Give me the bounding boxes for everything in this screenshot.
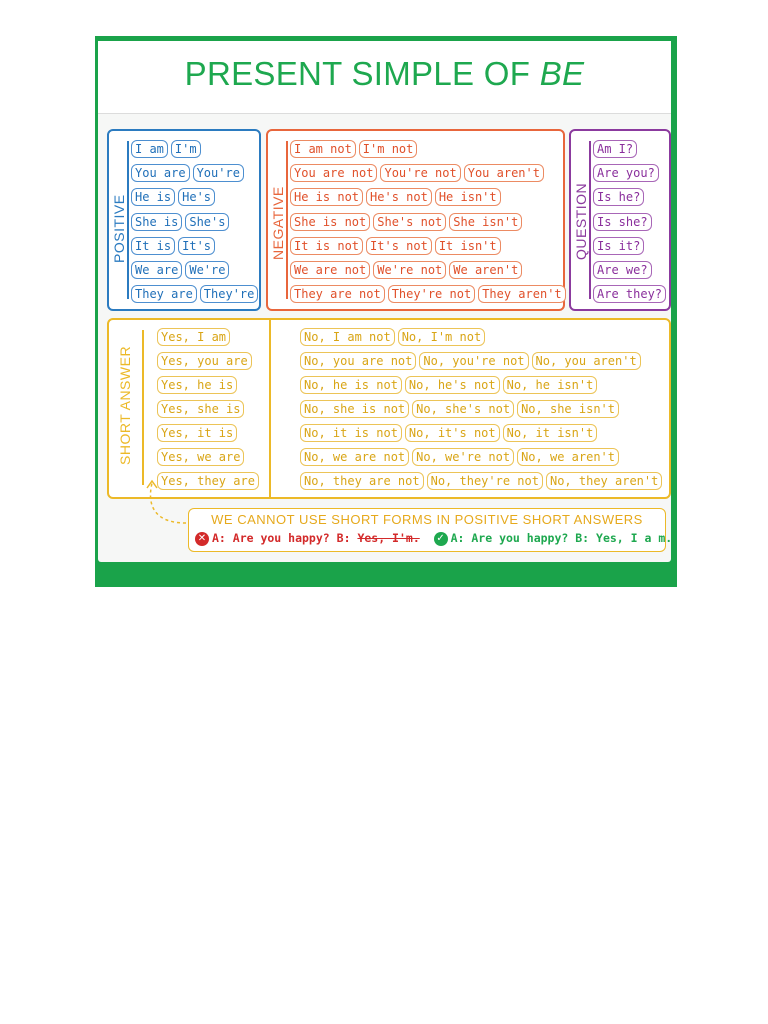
form-pill: He is xyxy=(131,188,175,206)
check-circle-icon: ✓ xyxy=(434,532,448,546)
form-pill: They are xyxy=(131,285,197,303)
positive-panel xyxy=(107,129,261,311)
form-pill: No, you are not xyxy=(300,352,416,370)
form-row xyxy=(300,352,641,370)
form-pill: We are xyxy=(131,261,182,279)
form-row xyxy=(131,261,229,279)
form-row xyxy=(157,352,252,370)
title-emphasis: BE xyxy=(539,55,585,92)
form-pill: No, you're not xyxy=(419,352,528,370)
form-pill: We aren't xyxy=(449,261,522,279)
form-pill: It is xyxy=(131,237,175,255)
form-pill: No, I'm not xyxy=(398,328,485,346)
form-pill: They're xyxy=(200,285,259,303)
right-question: A: Are you happy? xyxy=(450,531,569,545)
short-answer-label: SHORT ANSWER xyxy=(117,345,133,465)
form-pill: Yes, we are xyxy=(157,448,244,466)
form-pill: It isn't xyxy=(435,237,501,255)
question-label: QUESTION xyxy=(573,182,589,260)
positive-label: POSITIVE xyxy=(111,194,127,264)
form-row xyxy=(300,376,597,394)
form-pill: He's xyxy=(178,188,215,206)
question-divider xyxy=(589,141,591,299)
form-pill: No, they aren't xyxy=(546,472,662,490)
form-row xyxy=(290,285,566,303)
form-pill: Are they? xyxy=(593,285,666,303)
form-pill: I am xyxy=(131,140,168,158)
negative-label: NEGATIVE xyxy=(270,186,286,260)
form-pill: You are xyxy=(131,164,190,182)
form-pill: No, they are not xyxy=(300,472,424,490)
form-pill: She's not xyxy=(373,213,446,231)
form-pill: No, we are not xyxy=(300,448,409,466)
form-pill: No, she's not xyxy=(412,400,514,418)
form-row xyxy=(300,400,619,418)
form-row xyxy=(290,140,417,158)
form-pill: Are we? xyxy=(593,261,652,279)
curved-arrow-icon xyxy=(138,479,192,531)
form-row xyxy=(131,237,215,255)
question-panel xyxy=(569,129,671,311)
form-pill: No, she isn't xyxy=(517,400,619,418)
form-pill: Yes, she is xyxy=(157,400,244,418)
form-pill: No, it is not xyxy=(300,424,402,442)
form-row xyxy=(593,285,666,303)
form-pill: You are not xyxy=(290,164,377,182)
form-pill: You're xyxy=(193,164,244,182)
poster-body xyxy=(98,41,671,562)
form-row xyxy=(593,261,652,279)
form-pill: They are not xyxy=(290,285,385,303)
form-row xyxy=(131,140,201,158)
form-row xyxy=(300,328,485,346)
wrong-b-label: B: xyxy=(336,531,351,545)
form-row xyxy=(157,424,237,442)
form-pill: You're not xyxy=(380,164,460,182)
form-pill: Yes, they are xyxy=(157,472,259,490)
form-pill: It's not xyxy=(366,237,432,255)
form-pill: We're xyxy=(185,261,229,279)
form-pill: We're not xyxy=(373,261,446,279)
form-pill: No, he is not xyxy=(300,376,402,394)
form-pill: No, it isn't xyxy=(503,424,598,442)
form-pill: It is not xyxy=(290,237,363,255)
form-pill: It's xyxy=(178,237,215,255)
form-row xyxy=(300,448,619,466)
form-pill: They aren't xyxy=(478,285,565,303)
form-row xyxy=(131,188,215,206)
title-band xyxy=(98,41,671,114)
form-row xyxy=(131,285,258,303)
x-circle-icon: ✕ xyxy=(195,532,209,546)
short-answer-line xyxy=(142,330,144,485)
form-row xyxy=(131,164,244,182)
form-pill: She is not xyxy=(290,213,370,231)
form-pill: I'm xyxy=(171,140,201,158)
form-pill: I'm not xyxy=(359,140,418,158)
form-pill: No, she is not xyxy=(300,400,409,418)
positive-divider xyxy=(127,141,129,299)
short-answer-panel xyxy=(107,318,671,499)
form-row xyxy=(157,448,244,466)
form-pill: She's xyxy=(185,213,229,231)
note-heading: WE CANNOT USE SHORT FORMS IN POSITIVE SHORT ANSWERS xyxy=(211,512,643,527)
form-row xyxy=(593,140,637,158)
negative-divider xyxy=(286,141,288,299)
form-pill: Yes, he is xyxy=(157,376,237,394)
short-answer-divider xyxy=(269,320,271,497)
form-pill: They're not xyxy=(388,285,475,303)
poster-title xyxy=(98,55,671,93)
note-examples xyxy=(195,531,672,546)
form-row xyxy=(593,213,652,231)
form-row xyxy=(300,472,662,490)
form-pill: No, he's not xyxy=(405,376,500,394)
form-pill: She is xyxy=(131,213,182,231)
title-text: PRESENT SIMPLE OF xyxy=(184,55,531,92)
form-pill: He's not xyxy=(366,188,432,206)
form-pill: Yes, I am xyxy=(157,328,230,346)
form-pill: He is not xyxy=(290,188,363,206)
form-row xyxy=(593,237,644,255)
form-pill: No, I am not xyxy=(300,328,395,346)
form-pill: She isn't xyxy=(449,213,522,231)
form-pill: No, it's not xyxy=(405,424,500,442)
form-row xyxy=(157,400,244,418)
wrong-answer: Yes, I'm. xyxy=(357,531,420,545)
short-forms-note xyxy=(188,508,673,552)
form-pill: Are you? xyxy=(593,164,659,182)
form-row xyxy=(593,164,659,182)
form-pill: Yes, you are xyxy=(157,352,252,370)
form-row xyxy=(290,188,501,206)
form-row xyxy=(131,213,229,231)
form-pill: Is she? xyxy=(593,213,652,231)
wrong-question: A: Are you happy? xyxy=(212,531,330,545)
form-pill: I am not xyxy=(290,140,356,158)
form-pill: No, we aren't xyxy=(517,448,619,466)
form-pill: No, they're not xyxy=(427,472,543,490)
form-pill: Am I? xyxy=(593,140,637,158)
form-pill: No, you aren't xyxy=(532,352,641,370)
form-row xyxy=(300,424,597,442)
form-row xyxy=(593,188,644,206)
form-pill: You aren't xyxy=(464,164,544,182)
grammar-poster xyxy=(95,36,677,587)
form-pill: No, he isn't xyxy=(503,376,598,394)
form-pill: No, we're not xyxy=(412,448,514,466)
form-row xyxy=(290,213,522,231)
form-pill: Yes, it is xyxy=(157,424,237,442)
form-row xyxy=(290,261,522,279)
form-row xyxy=(290,164,544,182)
form-row xyxy=(290,237,501,255)
form-pill: He isn't xyxy=(435,188,501,206)
form-row xyxy=(157,328,230,346)
form-pill: We are not xyxy=(290,261,370,279)
form-pill: Is it? xyxy=(593,237,644,255)
form-row xyxy=(157,376,237,394)
negative-panel xyxy=(266,129,565,311)
right-answer: B: Yes, I a m. xyxy=(575,531,673,545)
form-pill: Is he? xyxy=(593,188,644,206)
